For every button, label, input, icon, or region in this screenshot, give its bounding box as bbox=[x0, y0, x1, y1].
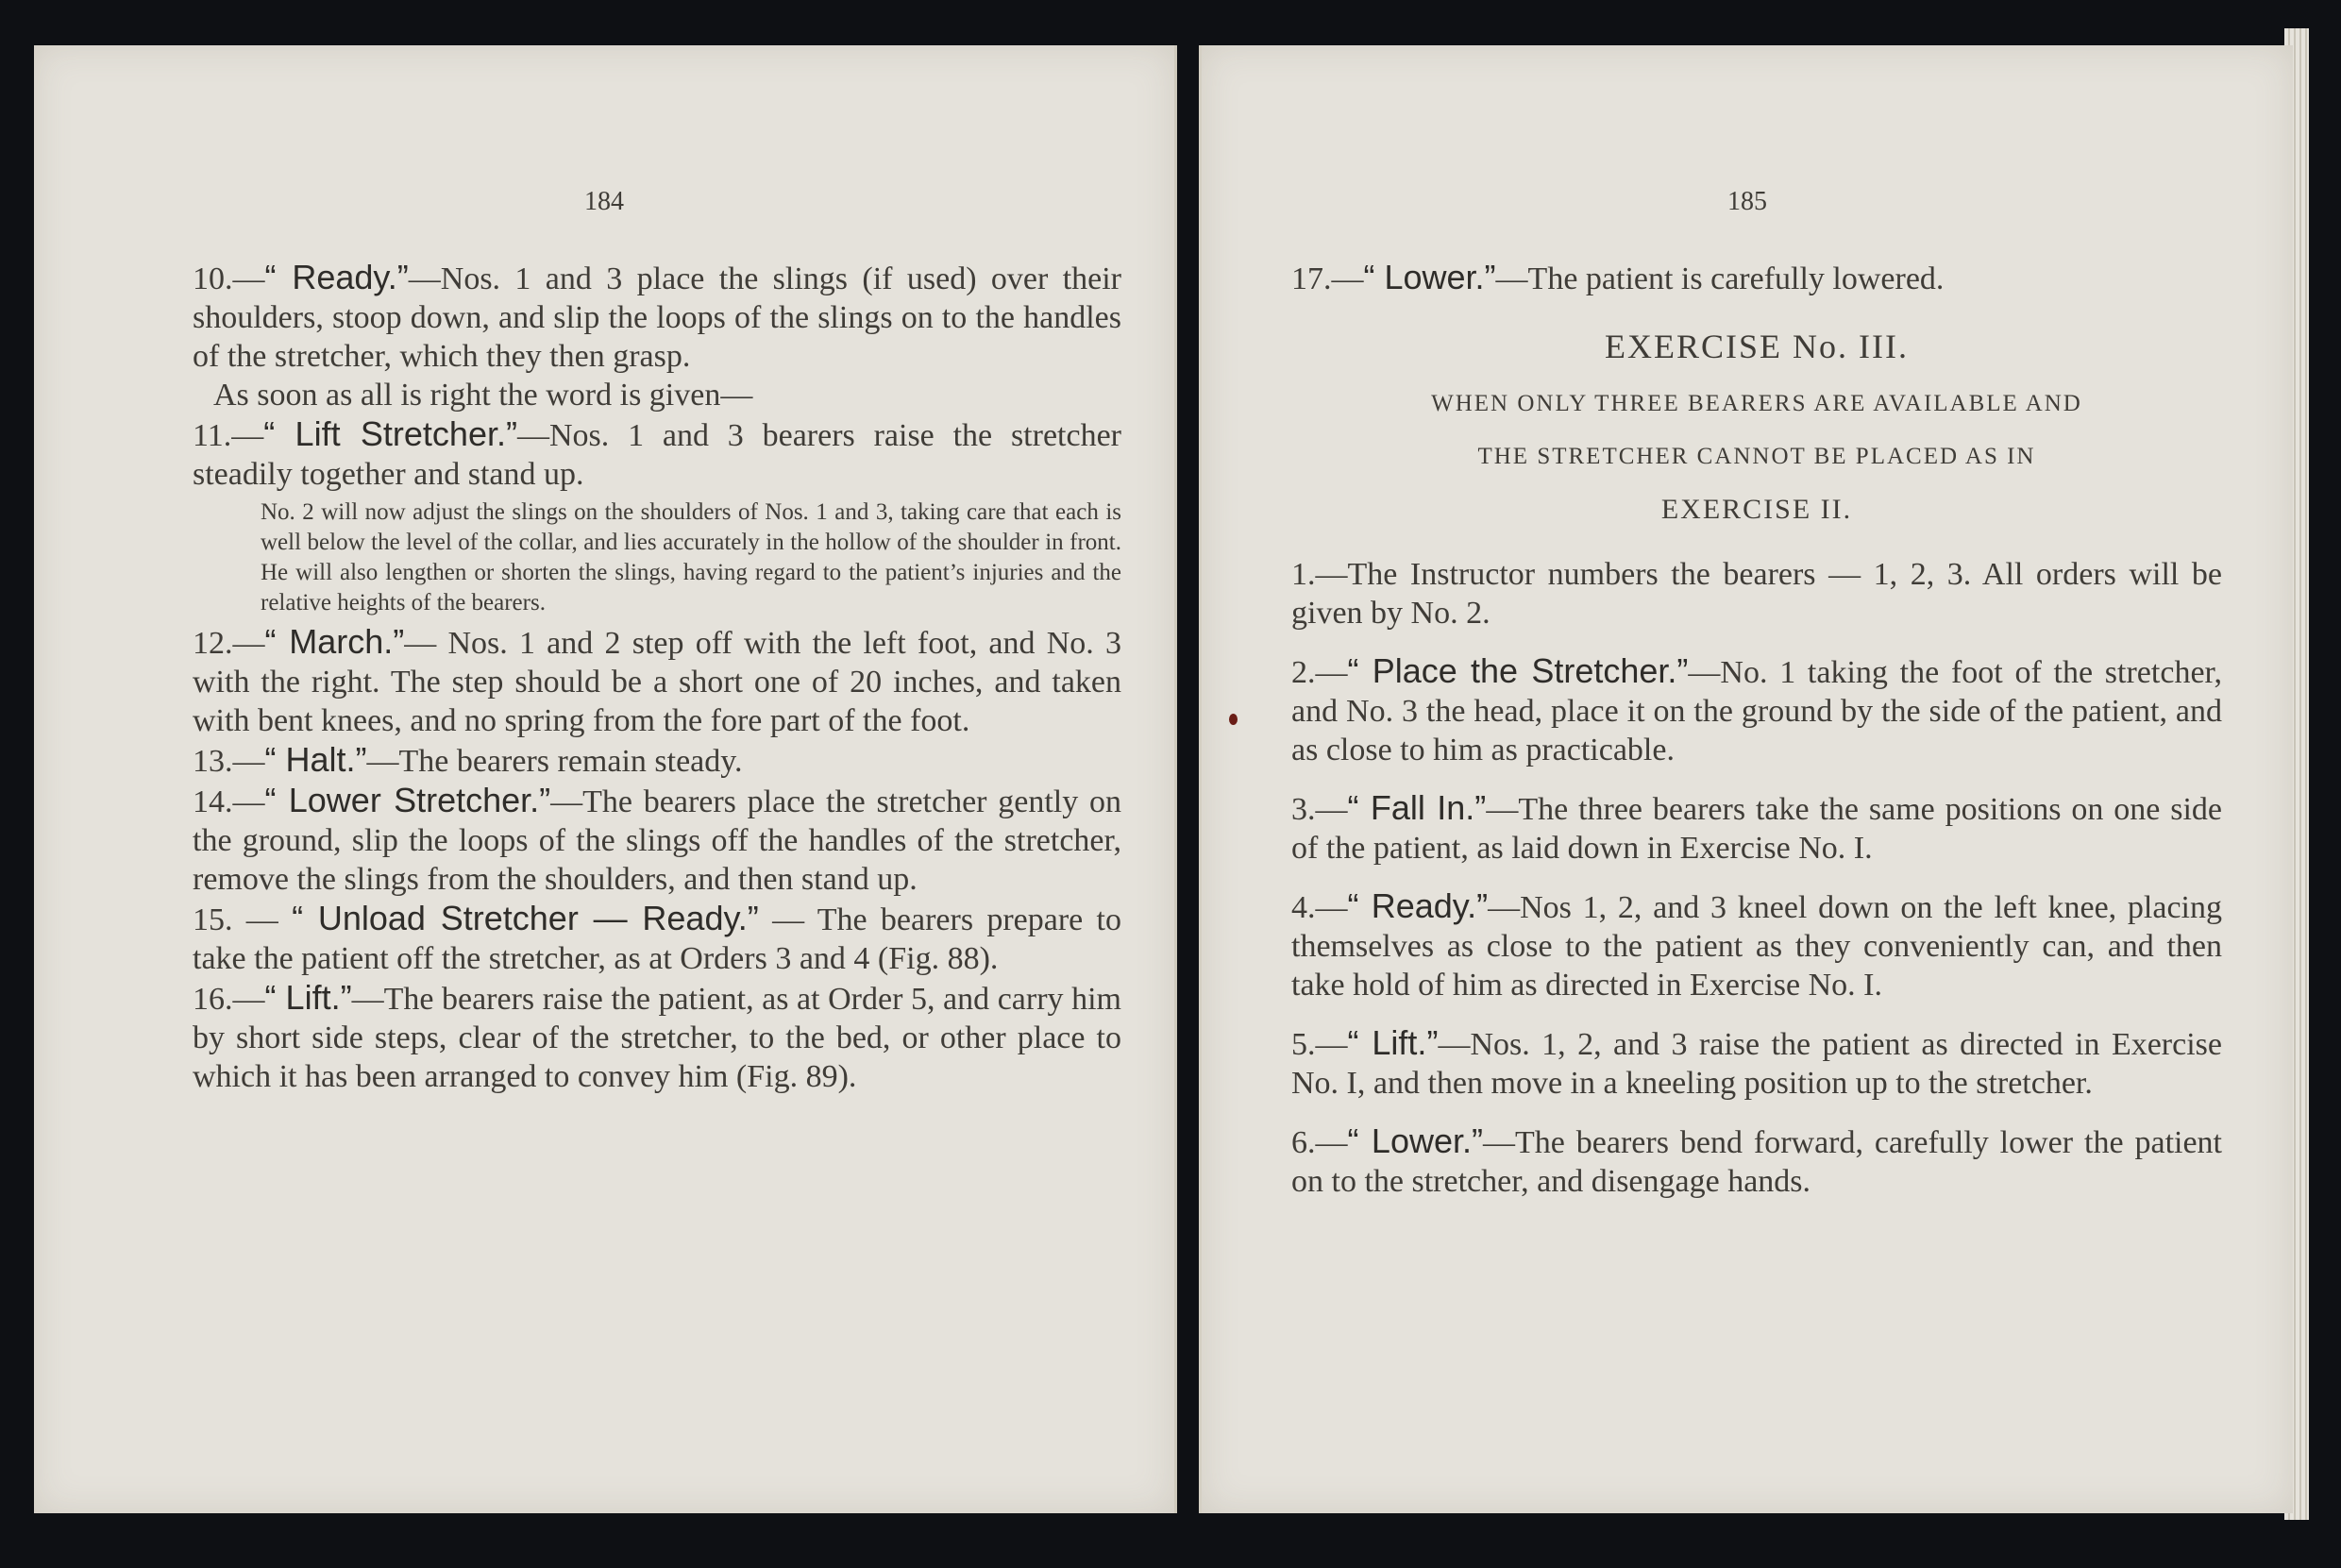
left-page-body bbox=[193, 258, 1121, 1096]
order-number: 3.— bbox=[1291, 792, 1348, 827]
paragraph bbox=[1291, 1121, 2222, 1201]
command: “ Lift.” bbox=[264, 978, 352, 1017]
order-number: 17.— bbox=[1291, 261, 1364, 296]
paragraph-text: —Nos. 1, 2, and 3 raise the patient as directed in Exercise No. I, and then move in a kneeling position up to the stretcher. bbox=[1291, 1027, 2222, 1101]
order-number: 16.— bbox=[193, 982, 265, 1017]
paragraph bbox=[1291, 788, 2222, 868]
paragraph-text: — The bearers prepare to take the patient off the stretcher, as at Orders 3 and 4 (Fig. 88). bbox=[193, 902, 1122, 976]
exercise-subheading-line: WHEN ONLY THREE BEARERS ARE AVAILABLE AND bbox=[1431, 391, 2082, 416]
right-page-body bbox=[1291, 258, 2222, 1201]
paragraph-text: —The patient is carefully lowered. bbox=[1495, 261, 1945, 296]
command: “ Fall In.” bbox=[1347, 788, 1487, 827]
command: “ March.” bbox=[264, 622, 405, 661]
order-number: 6.— bbox=[1291, 1125, 1348, 1160]
paragraph bbox=[193, 899, 1121, 978]
order-number: 14.— bbox=[193, 784, 265, 819]
command: “ Lower.” bbox=[1347, 1121, 1483, 1160]
paragraph-text: —Nos 1, 2, and 3 kneel down on the left knee, placing themselves as close to the patient as they conveniently can, and then take hold of him as directed in Exercise No. I. bbox=[1291, 890, 2223, 1003]
paragraph-text: As soon as all is right the word is given— bbox=[213, 378, 753, 413]
left-page bbox=[34, 45, 1177, 1513]
paragraph bbox=[193, 622, 1121, 740]
order-number: 12.— bbox=[193, 626, 265, 661]
paragraph bbox=[193, 781, 1121, 899]
paragraph-text: —Nos. 1 and 3 bearers raise the stretcher steadily together and stand up. bbox=[193, 418, 1121, 492]
order-number: 15. — bbox=[193, 902, 293, 937]
paragraph bbox=[1291, 555, 2222, 632]
paragraph-text: —The bearers bend forward, carefully lower the patient on to the stretcher, and disengage hands. bbox=[1291, 1125, 2222, 1199]
paragraph-text: —The bearers raise the patient, as at Order 5, and carry him by short side steps, clear of the stretcher, to the bed, or other place to which it has been arranged to convey him (Fig. 89). bbox=[193, 982, 1121, 1094]
order-number: 4.— bbox=[1291, 890, 1348, 925]
paragraph bbox=[1291, 651, 2222, 769]
paragraph bbox=[1291, 1023, 2222, 1103]
page-number: 184 bbox=[584, 187, 624, 216]
page-number: 185 bbox=[1727, 187, 1767, 216]
order-number: 11.— bbox=[193, 418, 264, 453]
note-paragraph: No. 2 will now adjust the slings on the shoulders of Nos. 1 and 3, taking care that each is well below the level of the collar, and lies accurately in the hollow of the shoulder in front. He will also lengthen or shorten the slings, having regard to the patient’s injuries and the relative heights of the bearers. bbox=[261, 499, 1121, 615]
order-number: 5.— bbox=[1291, 1027, 1348, 1062]
paragraph bbox=[193, 258, 1121, 376]
command: “ Lift Stretcher.” bbox=[263, 414, 517, 453]
command: “ Lift.” bbox=[1347, 1023, 1439, 1062]
paragraph-text: —Nos. 1 and 3 place the slings (if used) over their shoulders, stoop down, and slip the loops of the slings on to the handles of the stretcher, which they then grasp. bbox=[193, 261, 1121, 374]
command: “ Halt.” bbox=[264, 740, 367, 779]
exercise-subheading-line: THE STRETCHER CANNOT BE PLACED AS IN bbox=[1477, 444, 2036, 469]
command: “ Ready.” bbox=[264, 258, 409, 296]
paragraph-text: —The bearers remain steady. bbox=[366, 744, 743, 779]
command: “ Place the Stretcher.” bbox=[1347, 651, 1689, 690]
paragraph-text: —The three bearers take the same positions on one side of the patient, as laid down in Exercise No. I. bbox=[1291, 792, 2222, 866]
paragraph bbox=[193, 978, 1121, 1096]
paragraph bbox=[1291, 258, 2222, 298]
paragraph bbox=[193, 414, 1121, 494]
command: “ Lower Stretcher.” bbox=[264, 781, 551, 819]
order-number: 10.— bbox=[193, 261, 265, 296]
order-number: 2.— bbox=[1291, 655, 1348, 690]
paragraph-text: The Instructor numbers the bearers — 1, 2, 3. All orders will be given by No. 2. bbox=[1291, 557, 2222, 631]
order-number: 1.— bbox=[1291, 557, 1348, 592]
command: “ Ready.” bbox=[1347, 886, 1489, 925]
right-page bbox=[1199, 45, 2293, 1513]
paragraph bbox=[193, 740, 1121, 781]
paragraph-text: —No. 1 taking the foot of the stretcher, and No. 3 the head, place it on the ground by the side of the patient, and as close to him as practicable. bbox=[1291, 655, 2222, 767]
paragraph bbox=[1291, 886, 2222, 1004]
exercise-heading: EXERCISE No. III. bbox=[1605, 328, 1909, 365]
order-number: 13.— bbox=[193, 744, 265, 779]
paragraph-text: —The bearers place the stretcher gently on the ground, slip the loops of the slings off the handles of the stretcher, remove the slings from the shoulders, and then stand up. bbox=[193, 784, 1121, 897]
paragraph-text: — Nos. 1 and 2 step off with the left foot, and No. 3 with the right. The step should be a short one of 20 inches, and taken with bent knees, and no spring from the fore part of the foot. bbox=[193, 626, 1121, 738]
command: “ Lower.” bbox=[1363, 258, 1496, 296]
paragraph bbox=[193, 376, 1121, 414]
exercise-subheading-line: EXERCISE II. bbox=[1660, 494, 1853, 525]
command: “ Unload Stretcher — Ready.” bbox=[292, 899, 759, 937]
ink-mark bbox=[1229, 714, 1238, 725]
